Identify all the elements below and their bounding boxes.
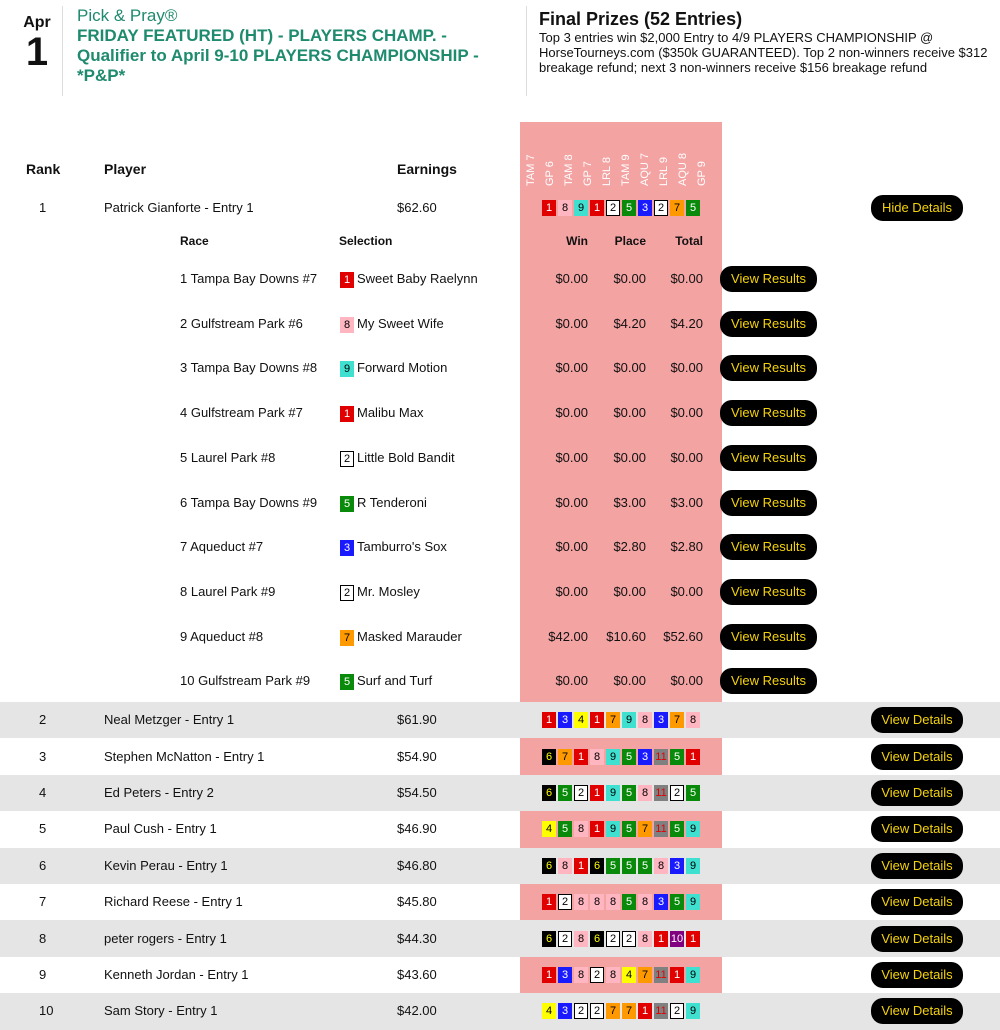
contest-title	[77, 6, 497, 86]
view-results-button[interactable]: View Results	[720, 266, 817, 292]
contest-brand: Pick & Pray®	[77, 6, 178, 25]
player-header: Player	[104, 161, 147, 177]
race-code-label	[602, 126, 613, 186]
detail-win-header: Win	[566, 234, 588, 248]
race-code-text: AQU 7	[639, 152, 651, 186]
saddle-cloth-5: 5	[686, 785, 700, 801]
earnings-value: $61.90	[397, 712, 437, 728]
pick-chips	[520, 967, 722, 983]
detail-place-amount: $4.20	[613, 315, 646, 331]
rank-cell: 10	[39, 1003, 54, 1019]
saddle-cloth-8: 8	[574, 931, 588, 947]
detail-total-amount: $52.60	[663, 628, 703, 644]
saddle-cloth-11: 11	[655, 786, 667, 799]
detail-race: 3 Tampa Bay Downs #8	[180, 360, 318, 376]
detail-total-amount: $3.00	[670, 494, 703, 510]
detail-place-amount: $0.00	[613, 360, 646, 376]
detail-total-amount: $2.80	[670, 539, 703, 555]
table-row	[0, 702, 1000, 738]
pick-chips	[520, 821, 722, 837]
saddle-cloth-1: 1	[638, 1003, 652, 1019]
view-details-button[interactable]: View Details	[871, 962, 963, 988]
saddle-cloth-2: 2	[622, 931, 636, 947]
race-code-label	[545, 126, 556, 186]
saddle-cloth-3: 3	[670, 858, 684, 874]
view-details-button[interactable]: View Details	[871, 816, 963, 842]
rank-cell: 8	[39, 930, 47, 946]
player-name: Neal Metzger - Entry 1	[104, 712, 235, 728]
saddle-cloth-6: 6	[542, 931, 556, 947]
detail-total-amount: $0.00	[670, 583, 703, 599]
date-day: 1	[25, 30, 49, 74]
saddle-cloth-3: 3	[654, 894, 668, 910]
race-code-label	[697, 126, 708, 186]
saddle-cloth-8: 8	[590, 894, 604, 910]
saddle-cloth-5: 5	[622, 894, 636, 910]
view-details-button[interactable]: View Details	[871, 926, 963, 952]
view-details-button[interactable]: View Details	[871, 707, 963, 733]
race-code-text: GP 6	[544, 161, 556, 186]
detail-horse-name: Surf and Turf	[357, 673, 433, 689]
saddle-cloth-1: 1	[654, 931, 668, 947]
detail-total-amount: $4.20	[670, 315, 703, 331]
saddle-cloth-7: 7	[622, 1003, 636, 1019]
saddle-cloth-6: 6	[590, 931, 604, 947]
saddle-cloth-9: 9	[606, 785, 620, 801]
detail-place-amount: $0.00	[613, 583, 646, 599]
earnings-value: $43.60	[397, 966, 437, 982]
table-row	[0, 190, 1000, 226]
saddle-cloth-1: 1	[340, 272, 354, 288]
race-code-text: TAM 9	[620, 154, 632, 186]
detail-race: 2 Gulfstream Park #6	[180, 315, 303, 331]
saddle-cloth-8: 8	[558, 200, 572, 216]
hide-details-button[interactable]: Hide Details	[871, 195, 963, 221]
saddle-cloth-9: 9	[686, 821, 700, 837]
saddle-cloth-5: 5	[622, 785, 636, 801]
earnings-header: Earnings	[397, 161, 457, 177]
saddle-cloth-2: 2	[606, 200, 620, 216]
table-row	[0, 811, 1000, 847]
saddle-cloth-1: 1	[686, 931, 700, 947]
earnings-value: $44.30	[397, 930, 437, 946]
detail-win-amount: $0.00	[555, 583, 588, 599]
race-code-label	[583, 126, 594, 186]
saddle-cloth-5: 5	[622, 858, 636, 874]
saddle-cloth-1: 1	[590, 785, 604, 801]
saddle-cloth-2: 2	[340, 585, 354, 601]
saddle-cloth-7: 7	[606, 712, 620, 728]
saddle-cloth-11: 11	[655, 1005, 667, 1018]
divider	[526, 6, 527, 96]
saddle-cloth-9: 9	[686, 967, 700, 983]
saddle-cloth-1: 1	[574, 749, 588, 765]
player-name: Stephen McNatton - Entry 1	[104, 748, 265, 764]
detail-race: 7 Aqueduct #7	[180, 539, 264, 555]
view-details-button[interactable]: View Details	[871, 998, 963, 1024]
detail-horse-name: Malibu Max	[357, 405, 424, 421]
saddle-cloth-1: 1	[590, 712, 604, 728]
saddle-cloth-8: 8	[606, 967, 620, 983]
detail-race-header: Race	[180, 234, 209, 248]
detail-total-amount: $0.00	[670, 405, 703, 421]
table-row	[0, 957, 1000, 993]
view-results-button[interactable]: View Results	[720, 445, 817, 471]
saddle-cloth-6: 6	[542, 858, 556, 874]
saddle-cloth-2: 2	[606, 931, 620, 947]
saddle-cloth-8: 8	[574, 821, 588, 837]
pick-chips	[520, 785, 722, 801]
saddle-cloth-4: 4	[574, 712, 588, 728]
view-results-button[interactable]: View Results	[720, 490, 817, 516]
rank-cell: 3	[39, 748, 47, 764]
detail-place-amount: $3.00	[613, 494, 646, 510]
saddle-cloth-2: 2	[340, 451, 354, 467]
saddle-cloth-4: 4	[542, 1003, 556, 1019]
saddle-cloth-5: 5	[340, 496, 354, 512]
saddle-cloth-2: 2	[654, 200, 668, 216]
detail-race: 8 Laurel Park #9	[180, 583, 276, 599]
saddle-cloth-8: 8	[638, 785, 652, 801]
detail-win-amount: $0.00	[555, 449, 588, 465]
saddle-cloth-3: 3	[340, 540, 354, 556]
detail-win-amount: $0.00	[555, 360, 588, 376]
saddle-cloth-1: 1	[542, 712, 556, 728]
detail-selection-header: Selection	[339, 234, 393, 248]
saddle-cloth-9: 9	[686, 858, 700, 874]
pick-chips	[520, 712, 722, 728]
saddle-cloth-1: 1	[574, 858, 588, 874]
saddle-cloth-3: 3	[638, 749, 652, 765]
detail-total-header: Total	[675, 234, 703, 248]
saddle-cloth-7: 7	[638, 967, 652, 983]
race-code-text: LRL 9	[658, 157, 670, 186]
saddle-cloth-3: 3	[558, 967, 572, 983]
saddle-cloth-8: 8	[638, 712, 652, 728]
detail-win-amount: $0.00	[555, 673, 588, 689]
detail-place-amount: $0.00	[613, 271, 646, 286]
saddle-cloth-7: 7	[606, 1003, 620, 1019]
divider	[62, 6, 63, 96]
table-row	[0, 848, 1000, 884]
detail-place-header: Place	[614, 234, 646, 248]
pick-chips	[520, 200, 722, 216]
detail-horse-name: Mr. Mosley	[357, 583, 420, 599]
race-code-label	[678, 126, 689, 186]
saddle-cloth-11: 11	[655, 823, 667, 836]
detail-total-amount: $0.00	[670, 673, 703, 689]
saddle-cloth-5: 5	[558, 785, 572, 801]
saddle-cloth-6: 6	[542, 749, 556, 765]
saddle-cloth-2: 2	[670, 785, 684, 801]
view-results-button[interactable]: View Results	[720, 624, 817, 650]
saddle-cloth-7: 7	[670, 200, 684, 216]
player-name: Ed Peters - Entry 2	[104, 784, 214, 800]
saddle-cloth-11: 11	[655, 750, 667, 763]
player-name: Kevin Perau - Entry 1	[104, 857, 228, 873]
saddle-cloth-9: 9	[686, 1003, 700, 1019]
saddle-cloth-5: 5	[606, 858, 620, 874]
view-results-button[interactable]: View Results	[720, 579, 817, 605]
race-code-label	[659, 126, 670, 186]
saddle-cloth-8: 8	[606, 894, 620, 910]
saddle-cloth-8: 8	[654, 858, 668, 874]
saddle-cloth-5: 5	[622, 749, 636, 765]
detail-win-amount: $42.00	[548, 628, 588, 644]
saddle-cloth-9: 9	[622, 712, 636, 728]
saddle-cloth-11: 11	[655, 968, 667, 981]
saddle-cloth-1: 1	[542, 894, 556, 910]
detail-total-amount: $0.00	[670, 449, 703, 465]
saddle-cloth-8: 8	[574, 967, 588, 983]
saddle-cloth-5: 5	[622, 821, 636, 837]
table-row	[0, 993, 1000, 1029]
race-code-text: TAM 8	[563, 154, 575, 186]
view-results-button[interactable]: View Results	[720, 355, 817, 381]
detail-race: 10 Gulfstream Park #9	[180, 673, 311, 689]
detail-win-amount: $0.00	[555, 539, 588, 555]
race-code-text: GP 9	[696, 161, 708, 186]
saddle-cloth-2: 2	[558, 931, 572, 947]
saddle-cloth-8: 8	[638, 894, 652, 910]
view-details-button[interactable]: View Details	[871, 780, 963, 806]
race-code-label	[640, 126, 651, 186]
saddle-cloth-9: 9	[686, 894, 700, 910]
detail-win-amount: $0.00	[555, 271, 588, 286]
view-results-button[interactable]: View Results	[720, 311, 817, 337]
saddle-cloth-9: 9	[574, 200, 588, 216]
detail-win-amount: $0.00	[555, 315, 588, 331]
earnings-value: $46.90	[397, 821, 437, 837]
detail-place-amount: $10.60	[606, 628, 646, 644]
saddle-cloth-2: 2	[590, 1003, 604, 1019]
view-results-button[interactable]: View Results	[720, 668, 817, 694]
saddle-cloth-8: 8	[686, 712, 700, 728]
detail-race: 6 Tampa Bay Downs #9	[180, 494, 318, 510]
detail-horse-name: Masked Marauder	[357, 628, 462, 644]
saddle-cloth-9: 9	[606, 821, 620, 837]
pick-chips	[520, 749, 722, 765]
detail-place-amount: $0.00	[613, 405, 646, 421]
detail-race: 1 Tampa Bay Downs #7	[180, 271, 318, 286]
detail-win-amount: $0.00	[555, 494, 588, 510]
rank-header: Rank	[26, 161, 61, 177]
detail-total-amount: $0.00	[670, 271, 703, 286]
saddle-cloth-9: 9	[606, 749, 620, 765]
detail-race: 9 Aqueduct #8	[180, 628, 264, 644]
player-name: Sam Story - Entry 1	[104, 1003, 218, 1019]
pick-chips	[520, 894, 722, 910]
detail-horse-name: Sweet Baby Raelynn	[357, 271, 478, 286]
player-name: Patrick Gianforte - Entry 1	[104, 200, 254, 215]
saddle-cloth-5: 5	[686, 200, 700, 216]
detail-place-amount: $0.00	[613, 673, 646, 689]
detail-horse-name: Forward Motion	[357, 360, 448, 376]
saddle-cloth-6: 6	[542, 785, 556, 801]
race-code-label	[621, 126, 632, 186]
saddle-cloth-7: 7	[558, 749, 572, 765]
detail-win-amount: $0.00	[555, 405, 588, 421]
view-details-button[interactable]: View Details	[871, 889, 963, 915]
earnings-value: $42.00	[397, 1003, 437, 1019]
saddle-cloth-4: 4	[622, 967, 636, 983]
view-details-button[interactable]: View Details	[871, 744, 963, 770]
rank-cell: 6	[39, 857, 47, 873]
view-results-button[interactable]: View Results	[720, 534, 817, 560]
saddle-cloth-8: 8	[340, 317, 354, 333]
table-row	[0, 775, 1000, 811]
detail-horse-name: Tamburro's Sox	[357, 539, 447, 555]
saddle-cloth-5: 5	[670, 749, 684, 765]
detail-horse-name: My Sweet Wife	[357, 315, 444, 331]
saddle-cloth-2: 2	[558, 894, 572, 910]
saddle-cloth-9: 9	[340, 361, 354, 377]
rank-cell: 9	[39, 966, 47, 982]
saddle-cloth-5: 5	[340, 674, 354, 690]
saddle-cloth-1: 1	[590, 200, 604, 216]
saddle-cloth-7: 7	[670, 712, 684, 728]
rank-cell: 1	[39, 200, 47, 215]
race-code-label	[564, 126, 575, 186]
player-name: Paul Cush - Entry 1	[104, 821, 217, 837]
saddle-cloth-1: 1	[542, 200, 556, 216]
race-code-text: GP 7	[582, 161, 594, 186]
detail-horse-name: Little Bold Bandit	[357, 449, 455, 465]
view-results-button[interactable]: View Results	[720, 400, 817, 426]
saddle-cloth-7: 7	[638, 821, 652, 837]
player-name: Kenneth Jordan - Entry 1	[104, 966, 249, 982]
pick-chips	[520, 858, 722, 874]
saddle-cloth-1: 1	[542, 967, 556, 983]
saddle-cloth-1: 1	[670, 967, 684, 983]
race-code-text: TAM 7	[525, 154, 537, 186]
event-date	[14, 14, 60, 72]
saddle-cloth-1: 1	[340, 406, 354, 422]
detail-race: 4 Gulfstream Park #7	[180, 405, 303, 421]
date-month: Apr	[23, 14, 51, 31]
detail-horse-name: R Tenderoni	[357, 494, 427, 510]
earnings-value: $62.60	[397, 200, 437, 215]
saddle-cloth-10: 10	[670, 932, 684, 945]
saddle-cloth-8: 8	[590, 749, 604, 765]
saddle-cloth-3: 3	[558, 712, 572, 728]
saddle-cloth-5: 5	[638, 858, 652, 874]
saddle-cloth-8: 8	[558, 858, 572, 874]
saddle-cloth-5: 5	[670, 821, 684, 837]
saddle-cloth-5: 5	[670, 894, 684, 910]
prizes-description: Top 3 entries win $2,000 Entry to 4/9 PLAYERS CHAMPIONSHIP @ HorseTourneys.com ($350k GUARANTEED). Top 2 non-winners receive $312 breakage refund; next 3 non-winners receive $156 breakage refund	[539, 30, 988, 75]
saddle-cloth-1: 1	[590, 821, 604, 837]
rank-cell: 4	[39, 784, 47, 800]
saddle-cloth-8: 8	[574, 894, 588, 910]
rank-cell: 2	[39, 712, 47, 728]
saddle-cloth-3: 3	[638, 200, 652, 216]
race-code-label	[526, 126, 537, 186]
rank-cell: 7	[39, 894, 47, 910]
prizes-heading: Final Prizes (52 Entries)	[539, 9, 743, 29]
earnings-value: $45.80	[397, 894, 437, 910]
earnings-value: $54.50	[397, 784, 437, 800]
saddle-cloth-7: 7	[340, 630, 354, 646]
earnings-value: $54.90	[397, 748, 437, 764]
pick-chips	[520, 1003, 722, 1019]
race-code-text: AQU 8	[677, 152, 689, 186]
saddle-cloth-6: 6	[590, 858, 604, 874]
table-row	[0, 884, 1000, 920]
saddle-cloth-4: 4	[542, 821, 556, 837]
saddle-cloth-3: 3	[558, 1003, 572, 1019]
rank-cell: 5	[39, 821, 47, 837]
saddle-cloth-5: 5	[558, 821, 572, 837]
earnings-value: $46.80	[397, 857, 437, 873]
contest-name: FRIDAY FEATURED (HT) - PLAYERS CHAMP. - Qualifier to April 9-10 PLAYERS CHAMPIONSHIP - *P&P*	[77, 26, 479, 85]
saddle-cloth-2: 2	[574, 1003, 588, 1019]
saddle-cloth-1: 1	[686, 749, 700, 765]
detail-place-amount: $0.00	[613, 449, 646, 465]
saddle-cloth-3: 3	[654, 712, 668, 728]
detail-race: 5 Laurel Park #8	[180, 449, 276, 465]
table-row	[0, 738, 1000, 774]
saddle-cloth-2: 2	[590, 967, 604, 983]
table-row	[0, 920, 1000, 956]
detail-total-amount: $0.00	[670, 360, 703, 376]
player-name: Richard Reese - Entry 1	[104, 894, 243, 910]
saddle-cloth-2: 2	[670, 1003, 684, 1019]
view-details-button[interactable]: View Details	[871, 853, 963, 879]
pick-chips	[520, 931, 722, 947]
saddle-cloth-8: 8	[638, 931, 652, 947]
prizes-panel	[539, 9, 989, 75]
detail-place-amount: $2.80	[613, 539, 646, 555]
saddle-cloth-2: 2	[574, 785, 588, 801]
saddle-cloth-5: 5	[622, 200, 636, 216]
race-code-text: LRL 8	[601, 157, 613, 186]
player-name: peter rogers - Entry 1	[104, 930, 227, 946]
